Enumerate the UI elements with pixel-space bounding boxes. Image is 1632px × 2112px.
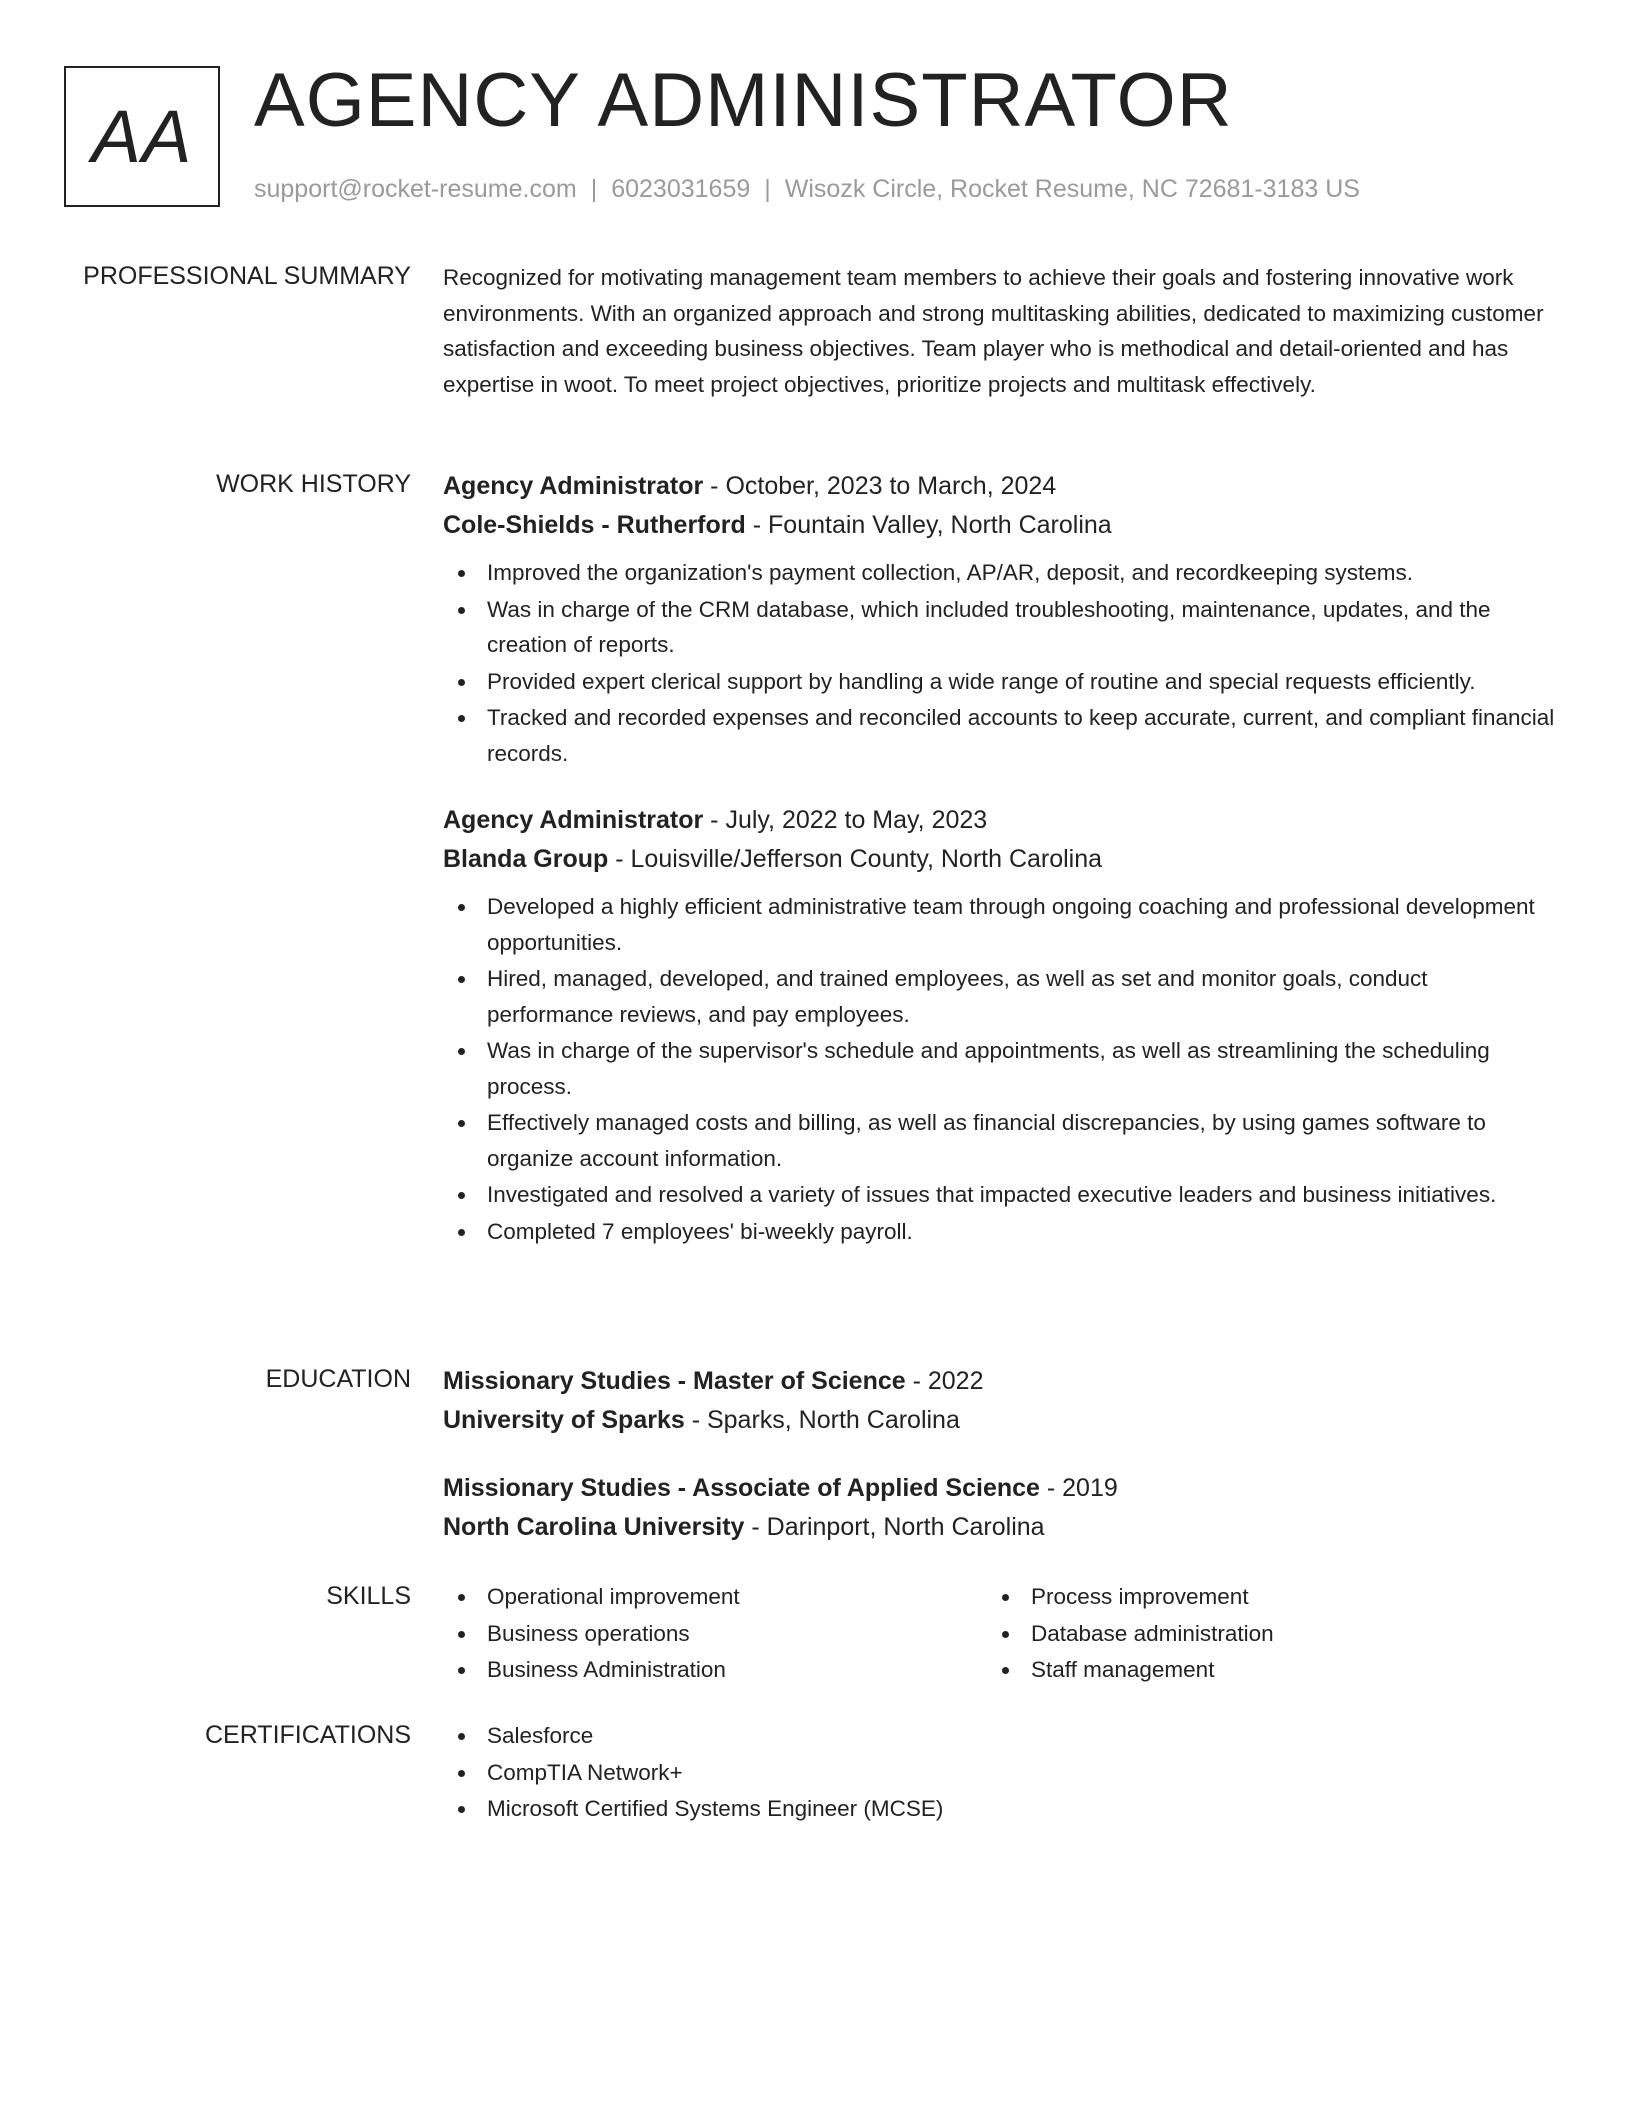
list-item [987, 1652, 1531, 1688]
skill-text: Database administration [1031, 1620, 1274, 1646]
skill-text: Business Administration [487, 1657, 726, 1682]
list-item [443, 1616, 987, 1652]
contact-separator: | [590, 175, 598, 203]
certification-text: CompTIA Network+ [487, 1759, 683, 1785]
certification-text: Salesforce [487, 1723, 594, 1748]
job-dates: - July, 2022 to May, 2023 [703, 806, 988, 834]
job-dates: - October, 2023 to March, 2024 [703, 472, 1057, 500]
education-year: - 2022 [905, 1367, 984, 1395]
list-item [443, 1652, 987, 1688]
job-location: - Fountain Valley, North Carolina [745, 511, 1112, 539]
education-school-line [443, 1508, 1558, 1547]
bullet-icon [458, 1631, 465, 1638]
list-item [443, 592, 1558, 663]
list-item [443, 1718, 1558, 1754]
job-duties-list [443, 889, 1558, 1249]
skills-column-right [987, 1579, 1531, 1689]
job-company: Blanda Group [443, 845, 609, 873]
education-entry [443, 1362, 1558, 1440]
section-heading-skills: SKILLS [326, 1582, 411, 1610]
job-entry [443, 801, 1558, 1249]
education-school: North Carolina University [443, 1513, 745, 1541]
bullet-icon [458, 1229, 465, 1236]
candidate-name: AGENCY ADMINISTRATOR [254, 58, 1233, 143]
skills-list [443, 1579, 987, 1688]
job-company: Cole-Shields - Rutherford [443, 511, 746, 539]
bullet-icon [458, 679, 465, 686]
list-item [443, 889, 1558, 960]
education-degree-line [443, 1362, 1558, 1401]
job-company-line [443, 840, 1558, 879]
education-degree: Missionary Studies - Associate of Applied Science [443, 1474, 1040, 1502]
education-school-line [443, 1401, 1558, 1440]
work-history-body [443, 467, 1558, 1250]
skills-list [987, 1579, 1531, 1688]
education-body [443, 1362, 1558, 1547]
education-entry [443, 1469, 1558, 1547]
list-item-text: Was in charge of the CRM database, which included troubleshooting, maintenance, updates, and the creation of reports. [487, 596, 1491, 657]
bullet-icon [458, 1048, 465, 1055]
list-item-text: Completed 7 employees' bi-weekly payroll. [487, 1218, 913, 1244]
skill-text: Process improvement [1031, 1584, 1249, 1609]
list-item-text: Hired, managed, developed, and trained employees, as well as set and monitor goals, conduct performance reviews, and pay employees. [487, 966, 1428, 1027]
bullet-icon [458, 1733, 465, 1740]
bullet-icon [458, 976, 465, 983]
contact-separator: | [764, 175, 771, 203]
education-year: - 2019 [1039, 1474, 1118, 1502]
education-degree-line [443, 1469, 1558, 1508]
certification-text: Microsoft Certified Systems Engineer (MCSE) [487, 1796, 944, 1821]
bullet-icon [1002, 1667, 1009, 1674]
list-item [987, 1616, 1531, 1652]
list-item-text: Tracked and recorded expenses and reconciled accounts to keep accurate, current, and compliant financial records. [487, 705, 1555, 766]
bullet-icon [458, 1770, 465, 1777]
skills-grid [443, 1579, 1558, 1689]
education-location: - Sparks, North Carolina [684, 1406, 960, 1434]
list-item [443, 1105, 1558, 1176]
skill-text: Staff management [1031, 1657, 1215, 1682]
bullet-icon [458, 715, 465, 722]
list-item [443, 1033, 1558, 1104]
bullet-icon [1002, 1631, 1009, 1638]
list-item [443, 961, 1558, 1032]
monogram-box [64, 66, 220, 207]
job-entry [443, 467, 1558, 771]
list-item [443, 664, 1558, 700]
list-item [443, 1177, 1558, 1213]
contact-address: Wisozk Circle, Rocket Resume, NC 72681-3183 US [784, 175, 1360, 203]
bullet-icon [1002, 1594, 1009, 1601]
list-item-text: Effectively managed costs and billing, as well as financial discrepancies, by using games software to organize account information. [487, 1110, 1486, 1171]
bullet-icon [458, 1192, 465, 1199]
job-title-line [443, 467, 1558, 506]
list-item-text: Improved the organization's payment collection, AP/AR, deposit, and recordkeeping systems. [487, 560, 1414, 585]
list-item [443, 1791, 1558, 1827]
skills-column-left [443, 1579, 987, 1689]
list-item [443, 555, 1558, 591]
bullet-icon [458, 1120, 465, 1127]
education-degree: Missionary Studies - Master of Science [443, 1367, 906, 1395]
section-heading-certifications: CERTIFICATIONS [204, 1721, 411, 1749]
certifications-body [443, 1718, 1558, 1828]
bullet-icon [458, 1594, 465, 1601]
list-item-text: Developed a highly efficient administrative team through ongoing coaching and professional development opportunities. [487, 894, 1535, 955]
job-title-line [443, 801, 1558, 840]
job-title: Agency Administrator [443, 472, 704, 500]
bullet-icon [458, 607, 465, 614]
list-item-text: Investigated and resolved a variety of issues that impacted executive leaders and business initiatives. [487, 1182, 1497, 1207]
bullet-icon [458, 1806, 465, 1813]
section-heading-work-history: WORK HISTORY [216, 470, 411, 498]
list-item [443, 1579, 987, 1615]
education-school: University of Sparks [443, 1406, 685, 1434]
list-item [443, 1755, 1558, 1791]
list-item [987, 1579, 1531, 1615]
contact-line [254, 173, 1360, 205]
list-item-text: Was in charge of the supervisor's schedule and appointments, as well as streamlining the scheduling process. [487, 1038, 1490, 1099]
contact-email: support@rocket-resume.com [254, 175, 577, 203]
education-location: - Darinport, North Carolina [744, 1513, 1045, 1541]
skill-text: Operational improvement [487, 1584, 740, 1609]
list-item [443, 1214, 1558, 1250]
contact-phone: 6023031659 [611, 175, 751, 203]
bullet-icon [458, 904, 465, 911]
job-title: Agency Administrator [443, 806, 704, 834]
monogram-initials: AA [91, 95, 193, 178]
list-item [443, 700, 1558, 771]
skills-body [443, 1579, 1558, 1689]
bullet-icon [458, 570, 465, 577]
list-item-text: Provided expert clerical support by handling a wide range of routine and special requests efficiently. [487, 668, 1476, 694]
section-heading-summary: PROFESSIONAL SUMMARY [83, 262, 411, 290]
job-duties-list [443, 555, 1558, 771]
summary-text: Recognized for motivating management team members to achieve their goals and fostering innovative work environments. With an organized approach and strong multitasking abilities, dedicated to maximizing customer satisfaction and exceeding business objectives. Team player who is methodical and detail-oriented and has expertise in woot. To meet project objectives, prioritize projects and multitask effectively. [443, 265, 1544, 397]
skill-text: Business operations [487, 1620, 690, 1646]
section-heading-education: EDUCATION [265, 1365, 411, 1393]
summary-body [443, 259, 1558, 402]
bullet-icon [458, 1667, 465, 1674]
certifications-list [443, 1718, 1558, 1827]
job-location: - Louisville/Jefferson County, North Carolina [608, 845, 1103, 873]
job-company-line [443, 506, 1558, 545]
